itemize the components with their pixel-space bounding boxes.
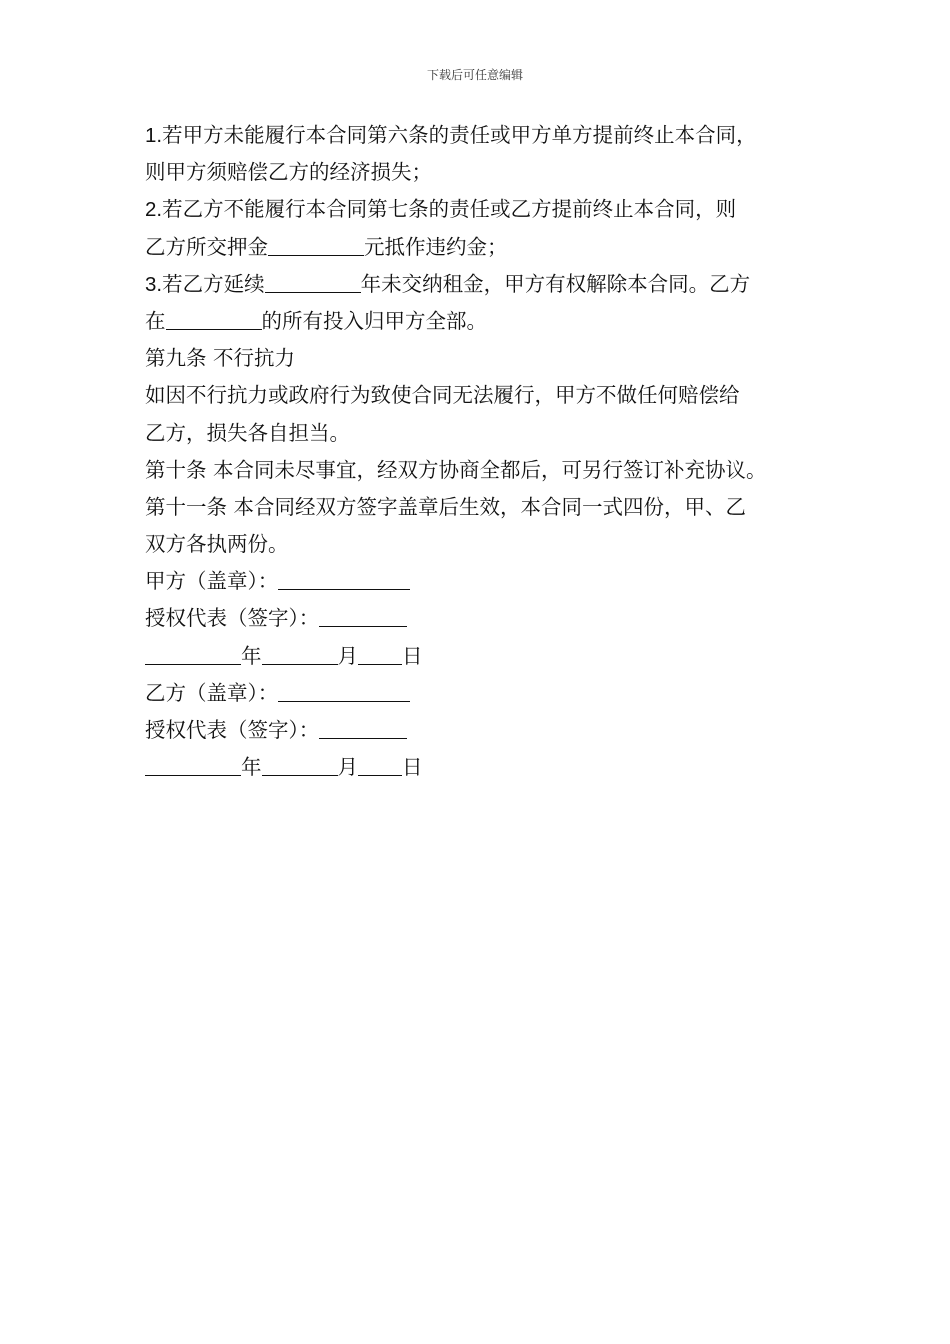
clause-3-line-2 (145, 303, 835, 340)
party-a-rep-line (145, 600, 835, 637)
clause-1-text-cont: 则甲方须赔偿乙方的经济损失； (145, 160, 432, 185)
document-body (145, 117, 835, 786)
clause-3-number: 3. (145, 272, 163, 296)
article-9-title: 第九条 不行抗力 (145, 346, 296, 371)
party-a-day-label: 日 (402, 643, 423, 668)
party-b-day-label: 日 (402, 755, 423, 780)
party-a-day-blank[interactable] (358, 642, 402, 665)
clause-1-number: 1. (145, 124, 163, 147)
article-9-line-2: 乙方，损失各自担当。 (145, 420, 350, 445)
clause-3-line-1 (145, 266, 835, 303)
clause-3-text2-pre: 在 (145, 308, 166, 333)
clause-2-line-1 (145, 191, 835, 228)
party-b-year-blank[interactable] (145, 753, 241, 776)
party-a-seal-line (145, 563, 835, 600)
article-11-line-1: 第十一条 本合同经双方签字盖章后生效，本合同一式四份，甲、乙 (145, 494, 747, 519)
clause-2-line-2 (145, 229, 835, 266)
party-b-date-line (145, 749, 835, 786)
party-b-month-label: 月 (337, 755, 358, 780)
party-a-date-line (145, 638, 835, 675)
clause-3-text2-post: 的所有投入归甲方全部。 (261, 308, 487, 333)
party-b-rep-line (145, 712, 835, 749)
party-a-month-blank[interactable] (262, 642, 338, 665)
party-a-seal-blank[interactable] (278, 567, 410, 590)
party-a-seal-label: 甲方（盖章）： (145, 569, 279, 594)
party-a-rep-label: 授权代表（签字）： (145, 606, 320, 631)
party-b-seal-blank[interactable] (278, 679, 410, 702)
deposit-amount-blank[interactable] (268, 233, 364, 256)
clause-3-text-post: 年未交纳租金，甲方有权解除本合同。乙方 (360, 271, 751, 296)
article-10-line-1: 第十条 本合同未尽事宜，经双方协商全都后，可另行签订补充协议。 (145, 457, 767, 482)
investment-location-blank[interactable] (166, 307, 262, 330)
party-a-year-blank[interactable] (145, 642, 241, 665)
clause-2-text: 若乙方不能履行本合同第七条的责任或乙方提前终止本合同，则 (162, 197, 737, 222)
clause-1-text: 若甲方未能履行本合同第六条的责任或甲方单方提前终止本合同， (162, 123, 757, 147)
clause-2-text-post: 元抵作违约金； (364, 234, 508, 259)
article-9-line-1: 如因不行抗力或政府行为致使合同无法履行，甲方不做任何赔偿给 (145, 383, 740, 408)
party-b-day-blank[interactable] (358, 753, 402, 776)
party-b-month-blank[interactable] (262, 753, 338, 776)
party-a-year-label: 年 (241, 643, 262, 668)
clause-3-text-pre: 若乙方延续 (162, 271, 265, 296)
party-a-month-label: 月 (337, 643, 358, 668)
party-b-year-label: 年 (241, 755, 262, 780)
party-b-rep-label: 授权代表（签字）： (145, 718, 320, 742)
party-b-seal-line (145, 675, 835, 712)
party-a-rep-blank[interactable] (319, 604, 407, 627)
party-b-rep-blank[interactable] (319, 716, 407, 739)
clause-2-number: 2. (145, 198, 163, 222)
clause-2-text-pre: 乙方所交押金 (145, 234, 268, 259)
page-header: 下载后可任意编辑 (426, 68, 523, 82)
article-11-line-2: 双方各执两份。 (145, 532, 289, 557)
party-b-seal-label: 乙方（盖章）： (145, 680, 279, 705)
clause-1-line-2 (145, 154, 835, 191)
clause-1-line-1 (145, 117, 835, 154)
overdue-years-blank[interactable] (265, 270, 361, 293)
